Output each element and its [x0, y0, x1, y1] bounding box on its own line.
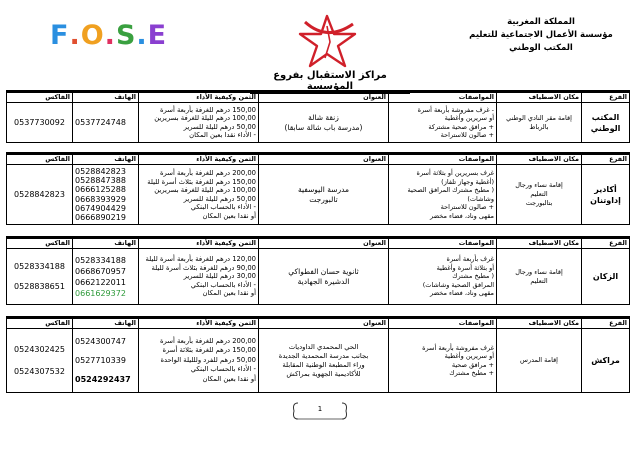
phone-number: 0528842823	[75, 166, 126, 176]
text-line: - الأداء بالحساب البنكي	[190, 280, 257, 289]
text-line: وراء المطبعة الوطنية المقابلة	[282, 360, 365, 369]
column-header: الفرع	[582, 239, 630, 249]
fax-number: 0528334188	[14, 261, 65, 271]
branch-name	[582, 165, 630, 225]
price-cell	[139, 165, 259, 225]
column-header: المواصفات	[389, 239, 497, 249]
header-line: مؤسسة الأعمال الاجتماعية للتعليم	[469, 30, 613, 40]
text-line: المكتب	[591, 112, 620, 122]
phone-number: 0666890219	[75, 213, 126, 223]
column-header: العنوان	[259, 239, 389, 249]
address-cell	[259, 165, 389, 225]
specs-cell	[389, 103, 497, 143]
text-line: - غرف مفروشة بأربعة أسرة	[417, 105, 495, 114]
text-line: مدرسة اليوسفية	[297, 184, 350, 194]
text-line: غرف بأربعة أسرة	[446, 255, 495, 264]
column-header: الفرع	[582, 155, 630, 165]
column-header: الهاتف	[73, 319, 139, 329]
text-line: أو نقدا بعين المكان	[202, 211, 257, 220]
text-line: 200,00 درهم للغرفة بأربعة أسرة	[159, 336, 257, 345]
text-line: (مدرسة باب شالة سابقا)	[284, 122, 363, 132]
fax-cell	[7, 103, 73, 143]
phone-cell	[73, 103, 139, 143]
column-header: الثمن وكيفية الأداء	[139, 93, 259, 103]
text-line: مقهى وناد، فضاء مخضر	[430, 289, 495, 298]
text-line: أو سريرين وأغطية	[444, 352, 495, 360]
phone-number: 0668670957	[75, 266, 126, 276]
logo-letter: .	[136, 20, 148, 51]
text-line: ثانوية حسان الفطواكي	[288, 266, 359, 276]
text-line: 100,00 درهم لليلة للغرفة بسريرين	[154, 114, 257, 122]
text-line: بالرباط	[529, 122, 549, 131]
text-line: الحي المحمدي الداوديات	[288, 342, 359, 351]
column-header: الثمن وكيفية الأداء	[139, 155, 259, 165]
text-line: مراكش	[591, 356, 620, 365]
text-line: 30,00 درهم لليلة للسرير	[183, 272, 257, 281]
logo-letter: E	[147, 20, 168, 51]
text-line: 120,00 درهم للغرفة بأربعة أسرة لليلة	[145, 255, 257, 264]
column-header: مكان الاصطياف	[497, 239, 582, 249]
text-line: ( مطبخ مشترك المرافق الصحية	[407, 186, 495, 194]
phone-number: 0528334188	[75, 255, 126, 265]
fax-cell	[7, 249, 73, 305]
text-line: بتالبورجت	[525, 199, 553, 207]
text-line: 50,00 درهم لليلة للسرير	[183, 194, 257, 203]
specs-cell	[389, 329, 497, 393]
price-cell	[139, 249, 259, 305]
text-line: أو نقدا بعين المكان	[202, 374, 257, 383]
phone-number: 0528847388	[75, 175, 126, 185]
phone-number: 0662122011	[75, 277, 126, 287]
column-header: العنوان	[259, 93, 389, 103]
logo-letter: S	[115, 20, 137, 51]
text-line: - الأداء نقدا بعين المكان	[189, 131, 257, 139]
header-line: المكتب الوطني	[509, 43, 573, 53]
text-line: وشاشات)	[467, 194, 495, 203]
column-header: الفاكس	[7, 239, 73, 249]
fax-number: 0537730092	[14, 117, 65, 127]
text-line: أو نقدا بعين المكان	[202, 289, 257, 298]
text-line: الدشيرة الجهادية	[297, 276, 350, 286]
column-header: مكان الاصطياف	[497, 93, 582, 103]
price-cell	[139, 103, 259, 143]
column-header: المواصفات	[389, 155, 497, 165]
column-header: الهاتف	[73, 93, 139, 103]
text-line: (أغطية وجهاز تلفاز)	[441, 177, 495, 186]
text-line: إداوتنان	[590, 195, 621, 205]
column-header: الفاكس	[7, 319, 73, 329]
page-number: 1	[317, 405, 323, 413]
text-line: 50,00 درهم لليلة للسرير	[183, 122, 257, 131]
fax-cell	[7, 165, 73, 225]
column-header: الهاتف	[73, 239, 139, 249]
text-line: ( مطبخ مشترك	[452, 272, 495, 281]
text-line: + مرافق صحية	[451, 360, 495, 369]
page-title: مراكز الاستقبال بفروع المؤسسة	[250, 70, 410, 94]
fax-number: 0524307532	[14, 366, 65, 376]
fax-number: 0528838651	[14, 281, 65, 291]
phone-number: 0524300747	[75, 337, 126, 346]
address-cell	[259, 329, 389, 393]
branch-name	[582, 249, 630, 305]
phone-number: 0668393929	[75, 194, 126, 204]
phone-number: 0527710339	[75, 356, 126, 365]
specs-cell	[389, 249, 497, 305]
column-header: الهاتف	[73, 155, 139, 165]
star-emblem-icon	[297, 12, 361, 70]
logo-letter: F	[50, 20, 70, 51]
text-line: 150,00 درهم للغرفة بثلاث أسرة لليلة	[147, 177, 257, 186]
text-line: + صالون للاستراحة	[440, 131, 495, 139]
phone-number: 0524292437	[75, 375, 131, 384]
text-line: 90,00 درهم للغرفة بثلاث أسرة لليلة	[151, 263, 257, 272]
logo-letter: O	[80, 20, 105, 51]
column-header: الفاكس	[7, 93, 73, 103]
place-cell	[497, 103, 582, 143]
phone-number: 0661629372	[75, 288, 126, 298]
text-line: أو سريرين وأغطية	[444, 114, 495, 122]
institution-header	[466, 16, 616, 55]
place-cell	[497, 329, 582, 393]
branch-block	[6, 90, 630, 143]
phone-cell	[73, 249, 139, 305]
text-line: بجانب مدرسة المحمدية الجديدة	[278, 351, 369, 360]
column-header: مكان الاصطياف	[497, 155, 582, 165]
column-header: العنوان	[259, 155, 389, 165]
text-line: التعليم	[530, 276, 548, 285]
fax-cell	[7, 329, 73, 393]
phone-number: 0537724748	[75, 117, 126, 127]
text-line: التعليم	[530, 190, 548, 198]
text-line: الوطني	[590, 123, 621, 133]
column-header: الثمن وكيفية الأداء	[139, 319, 259, 329]
branch-block	[6, 152, 630, 225]
phone-number: 0666125288	[75, 185, 126, 195]
specs-cell	[389, 165, 497, 225]
text-line: أكادير	[594, 184, 617, 194]
column-header: العنوان	[259, 319, 389, 329]
text-line: إقامة نساء ورجال	[515, 267, 563, 276]
fax-number: 0524302425	[14, 344, 65, 354]
text-line: + مرافق صحية مشتركة	[428, 122, 495, 131]
text-line: - الأداء بالحساب البنكي	[190, 203, 257, 211]
column-header: الثمن وكيفية الأداء	[139, 239, 259, 249]
column-header: الفرع	[582, 319, 630, 329]
header-line: المملكة المغربية	[507, 17, 575, 27]
text-line: 150,00 درهم للغرفة بأربعة أسرة	[159, 105, 257, 114]
text-line: للأكاديمية الجهوية بمراكش	[286, 369, 361, 378]
logo-letter: .	[104, 20, 116, 51]
branch-block	[6, 316, 630, 393]
text-line: الزكان	[592, 272, 619, 281]
text-line: 150,00 درهم للغرفة بثلاثة أسرة	[162, 346, 257, 355]
phone-number: 0674904429	[75, 203, 126, 213]
text-line: زنقة شالة	[308, 112, 339, 122]
phone-cell	[73, 329, 139, 393]
text-line: غرف مفروشة بأربعة أسرة	[422, 343, 495, 352]
place-cell	[497, 249, 582, 305]
place-cell	[497, 165, 582, 225]
address-cell	[259, 103, 389, 143]
column-header: مكان الاصطياف	[497, 319, 582, 329]
text-line: + صالون للاستراحة	[440, 203, 495, 211]
text-line: 100,00 درهم لليلة للغرفة بسريرين	[154, 186, 257, 194]
branch-block	[6, 236, 630, 305]
branch-name	[582, 103, 630, 143]
column-header: الفرع	[582, 93, 630, 103]
address-cell	[259, 249, 389, 305]
fose-logo	[50, 22, 167, 49]
column-header: المواصفات	[389, 319, 497, 329]
column-header: المواصفات	[389, 93, 497, 103]
price-cell	[139, 329, 259, 393]
logo-letter: .	[69, 20, 81, 51]
text-line: تالبورجت	[309, 194, 338, 204]
text-line: 200,00 درهم للغرفة بأربعة أسرة	[159, 169, 257, 177]
column-header: الفاكس	[7, 155, 73, 165]
text-line: أو بثلاثة أسرة وأغطية	[436, 263, 495, 272]
text-line: إقامة المدرس	[520, 356, 558, 364]
branch-name	[582, 329, 630, 393]
phone-cell	[73, 165, 139, 225]
text-line: + مطبخ مشترك	[449, 369, 495, 377]
fax-number: 0528842823	[14, 189, 65, 199]
text-line: المرافق الصحية وشاشات)	[422, 280, 495, 289]
text-line: غرف بسريرين أو بثلاثة أسرة	[416, 169, 495, 177]
text-line: إقامة مقر النادي الوطني	[506, 113, 572, 122]
text-line: مقهى وناد، فضاء مخضر	[430, 211, 495, 220]
text-line: إقامة نساء ورجال	[515, 181, 563, 189]
text-line: - الأداء بالحساب البنكي	[190, 365, 257, 374]
text-line: 50,00 درهم للفرد وللليلة الواحدة	[160, 355, 257, 364]
